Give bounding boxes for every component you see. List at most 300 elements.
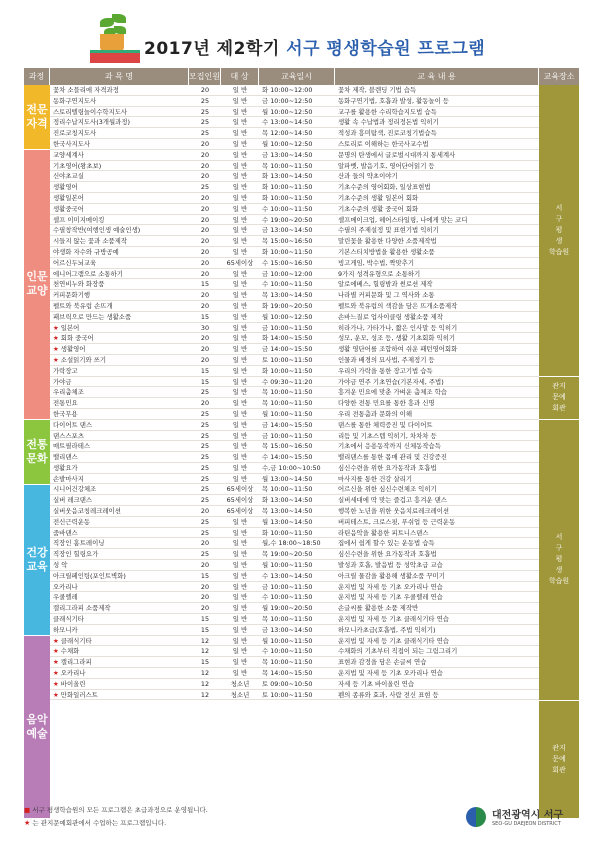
header-cell: 대 상 (221, 68, 259, 85)
table-row (50, 517, 539, 528)
capacity: 20 (200, 345, 210, 354)
schedule: 화 10:00~11:50 (262, 366, 313, 375)
place-column (539, 85, 579, 819)
table-row (50, 409, 539, 420)
capacity: 20 (200, 237, 210, 246)
schedule: 목 10:00~11:50 (262, 388, 313, 397)
table-row (50, 495, 539, 506)
category-label: 건강 교육 (24, 485, 50, 636)
table-row (50, 236, 539, 247)
course-name: 생활영어 (53, 183, 78, 192)
target: 일 반 (232, 539, 248, 548)
capacity: 25 (200, 118, 210, 127)
capacity: 20 (200, 301, 210, 310)
course-name: 클래식기타 (53, 615, 84, 624)
description: 수필의 주제설정 및 표현기법 익히기 (338, 226, 439, 235)
category-label: 인문 교양 (24, 150, 50, 420)
header-cell: 모집인원 (189, 68, 221, 85)
target: 일 반 (232, 139, 248, 148)
target: 일 반 (232, 571, 248, 580)
course-name: 어르신두뇌교육 (53, 258, 97, 267)
schedule: 화 14:00~15:50 (262, 334, 313, 343)
course-name: 시들지 않는 꽃과 소품제작 (53, 237, 128, 246)
logo-mark-icon (466, 807, 486, 827)
capacity: 25 (200, 528, 210, 537)
table-row (50, 690, 539, 701)
course-name: 생활일본어 (53, 193, 84, 202)
description: 빙고게임, 박수법, 짝맞추기 (338, 258, 415, 267)
table-row (50, 117, 539, 128)
schedule: 목 14:00~15:50 (262, 669, 313, 678)
schedule: 수 10:00~11:50 (262, 647, 313, 656)
capacity: 25 (200, 183, 210, 192)
description: 알파벳, 발음기호, 영어단어읽기 등 (338, 161, 435, 170)
capacity: 15 (200, 658, 210, 667)
capacity: 20 (200, 161, 210, 170)
capacity: 25 (200, 517, 210, 526)
schedule: 목 15:00~16:50 (262, 442, 313, 451)
star-icon: ★ (53, 647, 61, 656)
course-name: 에니어그램으로 소통하기 (53, 269, 123, 278)
target: 일 반 (232, 204, 248, 213)
description: 표현과 감정을 담은 손글씨 연습 (338, 658, 427, 667)
description: 다양한 전통 민요를 통한 흥과 신명 (338, 399, 435, 408)
target: 일 반 (232, 237, 248, 246)
target: 일 반 (232, 582, 248, 591)
course-name: 수필창작반(여행인생 예술인생) (53, 226, 141, 235)
target: 청소년 (230, 679, 250, 688)
schedule: 금 13:00~14:50 (262, 226, 313, 235)
table-row (50, 269, 539, 280)
table-row (50, 571, 539, 582)
table-row (50, 355, 539, 366)
course-name: 한국사지도사 (53, 139, 91, 148)
target: 일 반 (232, 409, 248, 418)
description: 수채화의 기초부터 직접이 되는 그림그리기 (338, 647, 458, 656)
target: 일 반 (232, 301, 248, 310)
description: 집에서 쉽게 할수 있는 운동법 습득 (338, 539, 435, 548)
capacity: 25 (200, 442, 210, 451)
description: 운지법 및 자세 등 기초 오카리나 연습 (338, 582, 443, 591)
table-row (50, 258, 539, 269)
table-body (24, 85, 579, 819)
capacity: 20 (200, 507, 210, 516)
description: 흥겨운 민요에 맞춘 가벼운 춤체조 학습 (338, 388, 447, 397)
capacity: 12 (200, 669, 210, 678)
footer-note-2: 는 관지문예회관에서 수업하는 프로그램입니다. (32, 819, 167, 827)
description: 자세 등 기초 바이올린 연습 (338, 679, 415, 688)
course-name: 커피문화기행 (53, 291, 91, 300)
schedule: 금 10:00~12:50 (262, 96, 313, 105)
target: 일 반 (232, 280, 248, 289)
target: 일 반 (232, 442, 248, 451)
schedule: 월 10:00~12:50 (262, 312, 313, 321)
capacity: 20 (200, 226, 210, 235)
capacity: 20 (200, 247, 210, 256)
table-row (50, 646, 539, 657)
schedule: 화 10:00~11:50 (262, 183, 313, 192)
schedule: 화 10:00~11:50 (262, 528, 313, 537)
capacity: 20 (200, 150, 210, 159)
schedule: 월 10:00~12:50 (262, 107, 313, 116)
description: 심신수련을 위한 요가동작과 호흡법 (338, 463, 437, 472)
capacity: 20 (200, 269, 210, 278)
table-row (50, 592, 539, 603)
target: 65세이상 (226, 485, 254, 494)
description: 행복한 노년을 위한 웃음치료레크레이션 (338, 507, 450, 516)
table-row (50, 506, 539, 517)
target: 일 반 (232, 345, 248, 354)
description: 손바느질로 업사이클링 생활소품 제작 (338, 312, 443, 321)
star-icon: ★ (53, 355, 61, 364)
table-row (50, 171, 539, 182)
capacity: 20 (200, 355, 210, 364)
capacity: 15 (200, 280, 210, 289)
header-cell: 교 육 내 용 (335, 68, 539, 85)
description: 라틴음악을 활용한 피트니스댄스 (338, 528, 429, 537)
table-row (50, 603, 539, 614)
capacity: 25 (200, 409, 210, 418)
description: 산과 들의 약초이야기 (338, 172, 398, 181)
table-row (50, 463, 539, 474)
schedule: 목 10:00~11:50 (262, 615, 313, 624)
target: 일 반 (232, 647, 248, 656)
description: 동화구연기법, 호흡과 발성, 활동놀이 등 (338, 96, 449, 105)
description: 버피테스트, 크로스핏, 푸쉬업 등 근력운동 (338, 517, 456, 526)
course-name: 진로코칭지도사 (53, 129, 97, 138)
target: 일 반 (232, 323, 248, 332)
target: 일 반 (232, 247, 248, 256)
target: 일 반 (232, 161, 248, 170)
description: 기본스티치방법을 활용한 생활소품 (338, 247, 435, 256)
table-row (50, 333, 539, 344)
header-cell: 교육일시 (259, 68, 335, 85)
course-name: 성 악 (53, 561, 68, 570)
table-row (50, 204, 539, 215)
description: 말린꽃을 활용한 다양한 소품제작법 (338, 237, 437, 246)
description: 셀프메이크업, 헤어스타일링, 나에게 맞는 코디 (338, 215, 468, 224)
table-row (50, 301, 539, 312)
target: 일 반 (232, 431, 248, 440)
description: 운지법 및 자세 등 기초 오카리나 연습 (338, 669, 443, 678)
schedule: 목 10:00~11:50 (262, 658, 313, 667)
target: 일 반 (232, 334, 248, 343)
logo-korean: 대전광역시 서구 (492, 810, 564, 821)
target: 65세이상 (226, 258, 254, 267)
description: 꽃차 제작, 블렌딩 기법 습득 (338, 86, 417, 94)
description: 성모, 운모, 성조 등, 생활 기초회화 익히기 (338, 334, 456, 343)
schedule: 목 15:00~16:50 (262, 237, 313, 246)
target: 일 반 (232, 625, 248, 634)
schedule: 금 14:00~15:50 (262, 345, 313, 354)
target: 일 반 (232, 215, 248, 224)
target: 일 반 (232, 615, 248, 624)
description: 손글씨를 활용한 소품 제작반 (338, 604, 419, 613)
description: 실버세대에 딱 맞는 즐겁고 흥겨운 댄스 (338, 496, 447, 505)
schedule: 월 19:00~20:50 (262, 604, 313, 613)
schedule: 화 19:00~20:50 (262, 301, 313, 310)
capacity: 25 (200, 107, 210, 116)
footer-notes (24, 804, 208, 830)
capacity: 20 (200, 334, 210, 343)
capacity: 12 (200, 690, 210, 699)
schedule: 금 10:00~11:50 (262, 431, 313, 440)
target: 일 반 (232, 150, 248, 159)
course-name: 동화구연지도사 (53, 96, 97, 105)
target: 일 반 (232, 118, 248, 127)
schedule: 목 13:00~14:50 (262, 291, 313, 300)
header-cell: 과 목 명 (50, 68, 189, 85)
capacity: 30 (200, 323, 210, 332)
capacity: 25 (200, 453, 210, 462)
star-icon: ★ (53, 679, 61, 688)
capacity: 25 (200, 96, 210, 105)
description: 어르신을 위한 심신수련체조 익히기 (338, 485, 437, 494)
schedule: 목 10:00~11:50 (262, 161, 313, 170)
table-row (50, 279, 539, 290)
target: 65세이상 (226, 507, 254, 516)
target: 일 반 (232, 420, 248, 429)
target: 일 반 (232, 399, 248, 408)
place-label: 서 구 평 생 학습원 (539, 85, 579, 377)
target: 청소년 (230, 690, 250, 699)
star-icon: ★ (53, 690, 61, 699)
description: 발성과 호흡, 발음법 등 성악초급 교습 (338, 561, 443, 570)
course-name: 패브릭으로 만드는 생활소품 (53, 312, 132, 321)
target: 일 반 (232, 107, 248, 116)
table-row (50, 549, 539, 560)
category-label: 전문 자격 (24, 85, 50, 150)
course-name: 셀프 이미지메이킹 (53, 215, 105, 224)
place-label: 관지 문예 회관 (539, 701, 579, 820)
table-row (50, 182, 539, 193)
course-name: ★ 회화 중국어 (53, 334, 94, 343)
header (0, 0, 600, 66)
table-row (50, 85, 539, 96)
table-row (50, 474, 539, 485)
course-name: 야생화 자수와 규방공예 (53, 247, 119, 256)
schedule: 금 10:00~11:50 (262, 582, 313, 591)
star-icon: ★ (53, 636, 61, 645)
table-row (50, 582, 539, 593)
table-row (50, 247, 539, 258)
schedule: 월 10:00~12:50 (262, 139, 313, 148)
description: 마사지를 통한 건강 살리기 (338, 474, 413, 483)
capacity: 20 (200, 193, 210, 202)
capacity: 25 (200, 420, 210, 429)
course-name: ★ 생활영어 (53, 345, 86, 354)
table-row (50, 452, 539, 463)
schedule: 금 10:00~12:00 (262, 269, 313, 278)
description: 기초수준의 생활 일본어 회화 (338, 193, 419, 202)
schedule: 금 13:00~14:50 (262, 625, 313, 634)
target: 일 반 (232, 604, 248, 613)
capacity: 12 (200, 636, 210, 645)
course-name: 생활중국어 (53, 204, 84, 213)
table-row (50, 107, 539, 118)
schedule: 월 10:00~11:50 (262, 409, 313, 418)
table-row (50, 528, 539, 539)
course-name: 하모니카 (53, 625, 78, 634)
description: 우리 전통춤과 문화의 이해 (338, 409, 413, 418)
target: 일 반 (232, 172, 248, 181)
description: 운지법 및 자세 등 기초 클래식기타 연습 (338, 615, 449, 624)
schedule: 목 13:00~14:50 (262, 507, 313, 516)
course-name: 실버웃음코칭레크레이션 (53, 507, 121, 516)
description: 생활 속 수납법과 정리정돈법 익히기 (338, 118, 439, 127)
course-name: 오카리나 (53, 582, 78, 591)
course-name: 직장인 홈트레이닝 (53, 539, 105, 548)
schedule: 목 10:00~11:50 (262, 399, 313, 408)
table-row (50, 150, 539, 161)
category-column (24, 85, 50, 819)
target: 일 반 (232, 96, 248, 105)
description: 적성과 흥미탐색, 진로코칭기법습득 (338, 129, 437, 138)
star-icon: ★ (24, 819, 31, 827)
target: 일 반 (232, 463, 248, 472)
capacity: 20 (200, 291, 210, 300)
course-name: 줌바댄스 (53, 528, 78, 537)
description: 기초에서 응용동작까지 신체동작습득 (338, 442, 441, 451)
description: 펜의 종류와 효과, 사람 전신 표현 등 (338, 690, 439, 699)
table-row (50, 538, 539, 549)
place-label: 관지 문예 회관 (539, 377, 579, 420)
course-name: ★ 일본어 (53, 323, 80, 332)
star-icon: ★ (53, 669, 61, 678)
course-name: 가야금 (53, 377, 72, 386)
table-row (50, 323, 539, 334)
schedule: 월 10:00~11:50 (262, 636, 313, 645)
table-row (50, 614, 539, 625)
description: 운지법 및 자세 등 기초 클래식기타 연습 (338, 636, 449, 645)
table-row (50, 636, 539, 647)
course-name: 실버 레크댄스 (53, 496, 93, 505)
table-row (50, 193, 539, 204)
target: 일 반 (232, 388, 248, 397)
capacity: 20 (200, 215, 210, 224)
target: 일 반 (232, 517, 248, 526)
description: 9가지 성격유형으로 소통하기 (338, 269, 421, 278)
course-name: 한국무용 (53, 409, 78, 418)
schedule: 수 10:00~11:50 (262, 204, 313, 213)
course-name: ★ 바이올린 (53, 679, 86, 688)
table-row (50, 215, 539, 226)
schedule: 목 19:00~20:50 (262, 550, 313, 559)
capacity: 20 (200, 399, 210, 408)
course-name: ★ 소설읽기와 쓰기 (53, 355, 107, 364)
star-icon: ★ (53, 658, 61, 667)
capacity: 20 (200, 139, 210, 148)
schedule: 토 10:00~11:50 (262, 690, 313, 699)
schedule: 금 14:00~15:50 (262, 420, 313, 429)
program-table (24, 68, 579, 819)
course-name: 손발마사지 (53, 474, 84, 483)
course-name: 매트필라테스 (53, 442, 91, 451)
capacity: 25 (200, 129, 210, 138)
description: 생활 영단어를 조합하여 쉬운 패턴영어회화 (338, 345, 458, 354)
course-name: ★ 클래식기타 (53, 636, 92, 645)
table-row (50, 366, 539, 377)
schedule: 목 12:00~14:50 (262, 129, 313, 138)
description: 가야금 연주 기초연습(기본자세, 주법) (338, 377, 444, 386)
description: 스토리로 이해하는 한국사교수법 (338, 139, 429, 148)
capacity: 15 (200, 571, 210, 580)
schedule: 화 10:00~11:50 (262, 193, 313, 202)
capacity: 25 (200, 496, 210, 505)
rows-container (50, 85, 539, 819)
capacity: 12 (200, 679, 210, 688)
schedule: 화 10:00~11:50 (262, 247, 313, 256)
footer-note-1: 서구 평생학습원의 모든 프로그램은 초급과정으로 운영됩니다. (32, 806, 208, 814)
table-row (50, 441, 539, 452)
target: 일 반 (232, 474, 248, 483)
table-row (50, 398, 539, 409)
table-row (50, 96, 539, 107)
description: 밸리댄스를 통한 몸매 관리 및 건강증진 (338, 453, 447, 462)
course-name: 가락장고 (53, 366, 78, 375)
books-icon (90, 50, 140, 63)
star-icon: ★ (53, 345, 61, 354)
course-name: 천연비누와 화장품 (53, 280, 105, 289)
target: 일 반 (232, 193, 248, 202)
schedule: 수 14:00~15:50 (262, 453, 313, 462)
course-name: 펠트와 북유럽 손뜨개 (53, 301, 113, 310)
page-title: 2017년 제2학기 서구 평생학습원 프로그램 (144, 39, 486, 59)
course-name: 전통민요 (53, 399, 78, 408)
target: 일 반 (232, 377, 248, 386)
description: 펠트와 북유럽의 색감을 담은 뜨개소품제작 (338, 301, 458, 310)
capacity: 20 (200, 582, 210, 591)
course-name: 우리춤체조 (53, 388, 84, 397)
capacity: 12 (200, 647, 210, 656)
schedule: 금 13:00~14:50 (262, 150, 313, 159)
schedule: 화 10:00~12:00 (262, 86, 313, 94)
course-name: ★ 오카리나 (53, 669, 86, 678)
course-name: 생활요가 (53, 463, 78, 472)
table-row (50, 225, 539, 236)
target: 일 반 (232, 669, 248, 678)
schedule: 월 13:00~14:50 (262, 517, 313, 526)
target: 일 반 (232, 355, 248, 364)
category-label: 음악 예술 (24, 636, 50, 820)
description: 리듬 및 기초스텝 익히기, 차차차 등 (338, 431, 437, 440)
capacity: 20 (200, 258, 210, 267)
capacity: 20 (200, 561, 210, 570)
course-name: 신야초교실 (53, 172, 84, 181)
description: 기초수준의 생활 중국어 회화 (338, 204, 419, 213)
capacity: 20 (200, 86, 210, 94)
target: 일 반 (232, 453, 248, 462)
schedule: 수 13:00~14:50 (262, 571, 313, 580)
capacity: 20 (200, 604, 210, 613)
table-row (50, 668, 539, 679)
target: 일 반 (232, 658, 248, 667)
course-name: 우쿨렐레 (53, 593, 78, 602)
course-name: 댄스스포츠 (53, 431, 84, 440)
table-row (50, 139, 539, 150)
target: 일 반 (232, 366, 248, 375)
description: 나라별 커피문화 및 그 역사와 소통 (338, 291, 435, 300)
course-name: 교양세계사 (53, 150, 84, 159)
course-name: 아크릴페인팅(포인트벽화) (53, 571, 126, 580)
table-row (50, 679, 539, 690)
description: 댄스를 통한 체력증진 및 다이어트 (338, 420, 433, 429)
target: 일 반 (232, 183, 248, 192)
capacity: 20 (200, 172, 210, 181)
table-row (50, 344, 539, 355)
course-name: 정리수납지도사(3개월과정) (53, 118, 130, 127)
district-logo (466, 806, 563, 827)
